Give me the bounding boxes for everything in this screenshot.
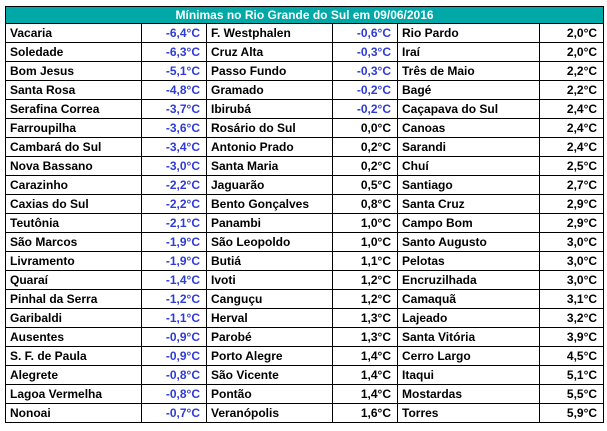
city-name: Nonoai: [6, 404, 142, 423]
min-temperature-value: 3,0°C: [540, 233, 604, 252]
min-temperature-value: -3,7°C: [142, 100, 207, 119]
city-name: Cerro Largo: [398, 347, 540, 366]
city-name: Quaraí: [6, 271, 142, 290]
min-temperature-value: 1,1°C: [333, 252, 398, 271]
min-temperature-value: 0,2°C: [333, 157, 398, 176]
min-temperature-value: -0,9°C: [142, 347, 207, 366]
city-name: Santa Cruz: [398, 195, 540, 214]
min-temperature-value: -6,3°C: [142, 43, 207, 62]
min-temperature-value: 3,0°C: [540, 271, 604, 290]
table-row: [6, 176, 604, 195]
min-temperature-value: 1,6°C: [333, 404, 398, 423]
min-temperature-value: 2,0°C: [540, 24, 604, 43]
min-temperature-value: 5,1°C: [540, 366, 604, 385]
table-row: [6, 252, 604, 271]
city-name: Garibaldi: [6, 309, 142, 328]
min-temperature-value: 2,5°C: [540, 157, 604, 176]
min-temperature-value: 0,2°C: [333, 138, 398, 157]
minimum-temperatures-table: [5, 6, 604, 423]
min-temperature-value: -2,1°C: [142, 214, 207, 233]
min-temperature-value: -5,1°C: [142, 62, 207, 81]
city-name: Santa Vitória: [398, 328, 540, 347]
table-row: [6, 404, 604, 423]
city-name: São Marcos: [6, 233, 142, 252]
min-temperature-value: -0,2°C: [333, 81, 398, 100]
min-temperature-value: -2,2°C: [142, 176, 207, 195]
city-name: Pelotas: [398, 252, 540, 271]
city-name: S. F. de Paula: [6, 347, 142, 366]
table-row: [6, 138, 604, 157]
table-row: [6, 81, 604, 100]
city-name: Campo Bom: [398, 214, 540, 233]
city-name: Santa Rosa: [6, 81, 142, 100]
city-name: Veranópolis: [207, 404, 333, 423]
city-name: Rio Pardo: [398, 24, 540, 43]
min-temperature-value: 5,9°C: [540, 404, 604, 423]
city-name: Encruzilhada: [398, 271, 540, 290]
city-name: Ibirubá: [207, 100, 333, 119]
city-name: Santa Maria: [207, 157, 333, 176]
city-name: Canguçu: [207, 290, 333, 309]
city-name: Torres: [398, 404, 540, 423]
table-row: [6, 385, 604, 404]
table-row: [6, 328, 604, 347]
min-temperature-value: 1,2°C: [333, 290, 398, 309]
min-temperature-value: 0,0°C: [333, 119, 398, 138]
city-name: Herval: [207, 309, 333, 328]
min-temperature-value: 2,4°C: [540, 100, 604, 119]
city-name: Ausentes: [6, 328, 142, 347]
city-name: São Leopoldo: [207, 233, 333, 252]
city-name: Gramado: [207, 81, 333, 100]
city-name: Panambi: [207, 214, 333, 233]
city-name: São Vicente: [207, 366, 333, 385]
city-name: Itaqui: [398, 366, 540, 385]
city-name: Livramento: [6, 252, 142, 271]
min-temperature-value: -6,4°C: [142, 24, 207, 43]
min-temperature-value: 1,0°C: [333, 214, 398, 233]
min-temperature-value: 0,5°C: [333, 176, 398, 195]
min-temperature-value: 2,9°C: [540, 214, 604, 233]
table-row: [6, 290, 604, 309]
min-temperature-value: 1,4°C: [333, 385, 398, 404]
min-temperature-value: 2,4°C: [540, 138, 604, 157]
min-temperature-value: -2,2°C: [142, 195, 207, 214]
min-temperature-value: 3,2°C: [540, 309, 604, 328]
min-temperature-value: -0,7°C: [142, 404, 207, 423]
table-row: [6, 271, 604, 290]
table-row: [6, 366, 604, 385]
min-temperature-value: 5,5°C: [540, 385, 604, 404]
city-name: Parobé: [207, 328, 333, 347]
min-temperature-value: -0,8°C: [142, 366, 207, 385]
min-temperature-value: 4,5°C: [540, 347, 604, 366]
city-name: Iraí: [398, 43, 540, 62]
min-temperature-value: 1,4°C: [333, 366, 398, 385]
city-name: Alegrete: [6, 366, 142, 385]
city-name: Chuí: [398, 157, 540, 176]
city-name: F. Westphalen: [207, 24, 333, 43]
min-temperature-value: 2,2°C: [540, 62, 604, 81]
min-temperature-value: -4,8°C: [142, 81, 207, 100]
city-name: Cruz Alta: [207, 43, 333, 62]
city-name: Serafina Correa: [6, 100, 142, 119]
city-name: Pinhal da Serra: [6, 290, 142, 309]
table-title: Mínimas no Rio Grande do Sul em 09/06/2016: [6, 7, 604, 24]
min-temperature-value: 2,7°C: [540, 176, 604, 195]
city-name: Pontão: [207, 385, 333, 404]
min-temperature-value: 3,9°C: [540, 328, 604, 347]
city-name: Ivoti: [207, 271, 333, 290]
min-temperature-value: -1,4°C: [142, 271, 207, 290]
table-row: [6, 195, 604, 214]
table-body: [6, 24, 604, 423]
min-temperature-value: 3,1°C: [540, 290, 604, 309]
temperature-table-container: [5, 6, 603, 423]
min-temperature-value: 1,3°C: [333, 309, 398, 328]
table-row: [6, 309, 604, 328]
city-name: Santo Augusto: [398, 233, 540, 252]
min-temperature-value: -0,8°C: [142, 385, 207, 404]
table-row: [6, 119, 604, 138]
city-name: Sarandi: [398, 138, 540, 157]
min-temperature-value: -1,9°C: [142, 252, 207, 271]
table-row: [6, 62, 604, 81]
city-name: Butiá: [207, 252, 333, 271]
table-row: [6, 347, 604, 366]
city-name: Teutônia: [6, 214, 142, 233]
min-temperature-value: -0,6°C: [333, 24, 398, 43]
city-name: Farroupilha: [6, 119, 142, 138]
min-temperature-value: 1,0°C: [333, 233, 398, 252]
min-temperature-value: 2,9°C: [540, 195, 604, 214]
table-row: [6, 24, 604, 43]
min-temperature-value: 0,8°C: [333, 195, 398, 214]
city-name: Lagoa Vermelha: [6, 385, 142, 404]
city-name: Bento Gonçalves: [207, 195, 333, 214]
table-title-row: [6, 7, 604, 24]
min-temperature-value: -3,6°C: [142, 119, 207, 138]
min-temperature-value: -0,2°C: [333, 100, 398, 119]
city-name: Carazinho: [6, 176, 142, 195]
city-name: Santiago: [398, 176, 540, 195]
city-name: Jaguarão: [207, 176, 333, 195]
min-temperature-value: -0,3°C: [333, 62, 398, 81]
city-name: Passo Fundo: [207, 62, 333, 81]
table-row: [6, 214, 604, 233]
city-name: Porto Alegre: [207, 347, 333, 366]
min-temperature-value: 2,4°C: [540, 119, 604, 138]
city-name: Bom Jesus: [6, 62, 142, 81]
city-name: Nova Bassano: [6, 157, 142, 176]
min-temperature-value: 1,2°C: [333, 271, 398, 290]
min-temperature-value: 1,3°C: [333, 328, 398, 347]
min-temperature-value: -0,9°C: [142, 328, 207, 347]
min-temperature-value: -3,0°C: [142, 157, 207, 176]
min-temperature-value: 2,2°C: [540, 81, 604, 100]
min-temperature-value: 1,4°C: [333, 347, 398, 366]
min-temperature-value: -1,9°C: [142, 233, 207, 252]
table-row: [6, 43, 604, 62]
city-name: Três de Maio: [398, 62, 540, 81]
city-name: Vacaria: [6, 24, 142, 43]
city-name: Camaquã: [398, 290, 540, 309]
min-temperature-value: -1,1°C: [142, 309, 207, 328]
city-name: Caxias do Sul: [6, 195, 142, 214]
min-temperature-value: -3,4°C: [142, 138, 207, 157]
city-name: Canoas: [398, 119, 540, 138]
min-temperature-value: 3,0°C: [540, 252, 604, 271]
table-row: [6, 233, 604, 252]
city-name: Bagé: [398, 81, 540, 100]
min-temperature-value: 2,0°C: [540, 43, 604, 62]
table-row: [6, 100, 604, 119]
city-name: Lajeado: [398, 309, 540, 328]
city-name: Cambará do Sul: [6, 138, 142, 157]
city-name: Mostardas: [398, 385, 540, 404]
city-name: Caçapava do Sul: [398, 100, 540, 119]
min-temperature-value: -1,2°C: [142, 290, 207, 309]
table-row: [6, 157, 604, 176]
city-name: Antonio Prado: [207, 138, 333, 157]
city-name: Rosário do Sul: [207, 119, 333, 138]
city-name: Soledade: [6, 43, 142, 62]
min-temperature-value: -0,3°C: [333, 43, 398, 62]
